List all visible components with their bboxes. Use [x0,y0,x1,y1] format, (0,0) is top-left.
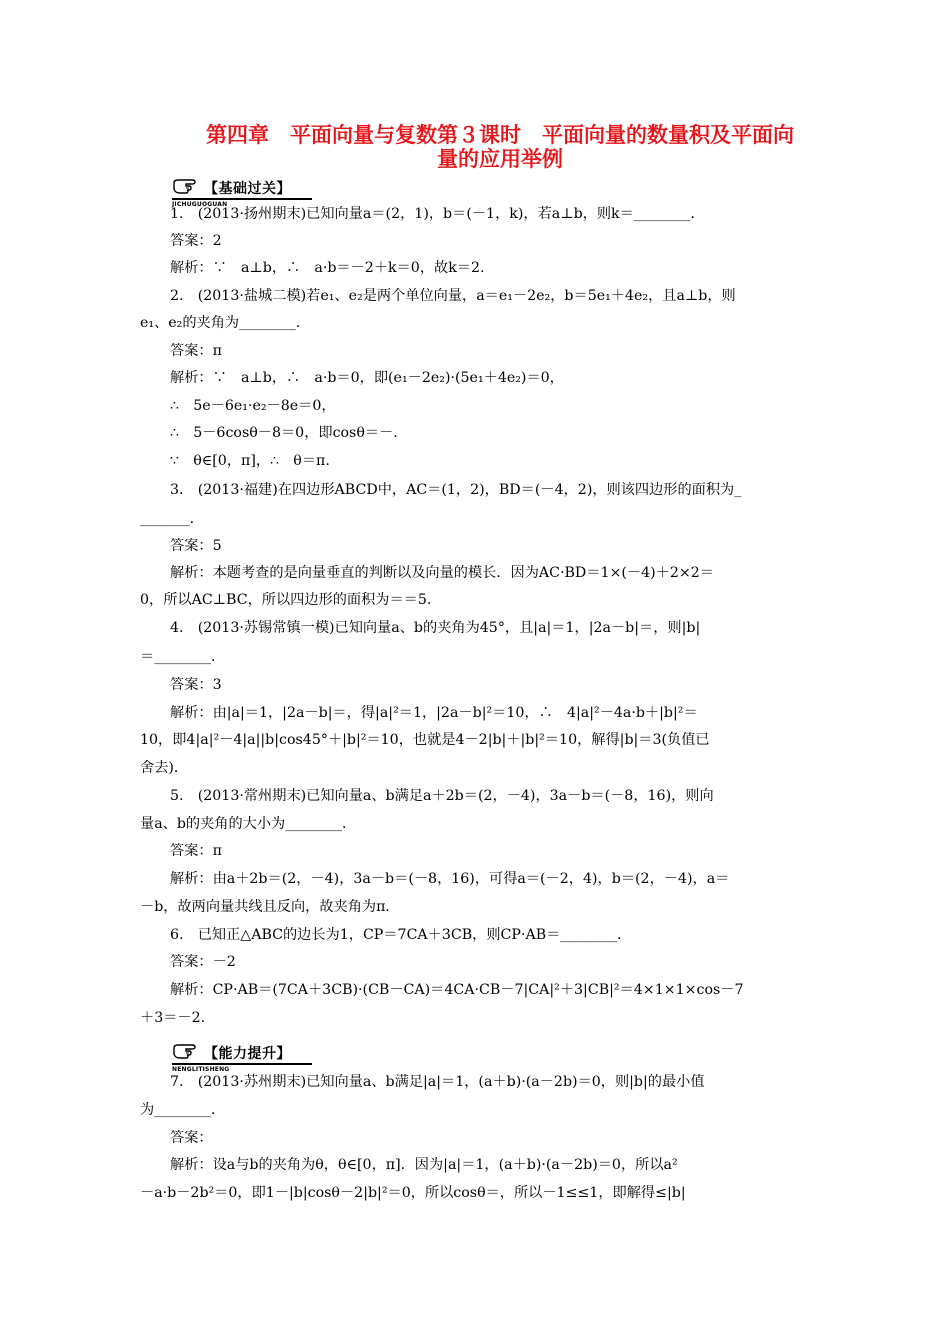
text-line: ∴ 5e－6e₁·e₂－8e＝0， [170,398,336,414]
text-line: 6. 已知正△ABC的边长为1，CP＝7CA＋3CB，则CP·AB＝________． [170,927,632,943]
text-line: 5. (2013·常州期末)已知向量a、b满足a＋2b＝(2，－4)，3a－b＝(－8，16)，则向 [170,788,714,804]
page-title [140,123,860,171]
text-line: ∵ θ∈[0，π]，∴ θ＝π. [170,453,330,469]
section-pinyin: JICHUGUOGUAN [172,201,228,208]
text-line: 舍去)． [140,760,189,776]
text-line: 解析：由|a|＝1，|2a－b|＝，得|a|²＝1，|2a－b|²＝10，∴ 4|a|²－4a·b＋|b|²＝ [170,705,698,721]
text-line: 解析：本题考查的是向量垂直的判断以及向量的模长．因为AC·BD＝1×(－4)＋2×2＝ [170,565,714,581]
text-line: ＝________． [140,649,226,665]
section-label: 【能力提升】 [204,1046,291,1062]
section-header-advanced [172,1042,332,1072]
section-pinyin: NENGLITISHENG [172,1066,230,1073]
text-line: 答案：2 [170,233,222,249]
text-line: e₁、e₂的夹角为________． [140,315,311,331]
text-line: _______. [140,511,195,527]
section-header-basic [172,177,332,207]
section-rule [172,1063,312,1065]
text-line: 解析：由a＋2b＝(2，－4)，3a－b＝(－8，16)，可得a＝(－2，4)，b＝(2，－4)，a＝ [170,871,730,887]
pointing-hand-icon [172,1042,202,1062]
section-label: 【基础过关】 [204,181,291,197]
text-line: 3. (2013·福建)在四边形ABCD中，AC＝(1，2)，BD＝(－4，2)，则该四边形的面积为_ [170,482,742,498]
text-line: 为________． [140,1102,226,1118]
page-title-line-2: 量的应用举例 [437,147,563,171]
text-line: 1. (2013·扬州期末)已知向量a＝(2，1)，b＝(－1，k)，若a⊥b，则k＝________． [170,206,705,222]
text-line: 答案：π [170,843,222,859]
section-rule [172,198,312,200]
text-line: 解析：CP·AB＝(7CA＋3CB)·(CB－CA)＝4CA·CB－7|CA|²＋3|CB|²＝4×1×1×cos－7 [170,982,744,998]
text-line: 答案：5 [170,538,222,554]
text-line: 量a、b的夹角的大小为________． [140,816,357,832]
text-line: 2. (2013·盐城二模)若e₁、e₂是两个单位向量，a＝e₁－2e₂，b＝5e₁＋4e₂，且a⊥b，则 [170,288,736,304]
text-line: －b，故两向量共线且反向，故夹角为π． [140,899,400,915]
text-line: 答案：3 [170,677,222,693]
text-line: －a·b－2b²＝0，即1－|b|cosθ－2|b|²＝0，所以cosθ＝，所以－1≤≤1，即解得≤|b| [140,1185,686,1201]
page-title-line-1: 第四章 平面向量与复数第３课时 平面向量的数量积及平面向 [206,123,794,147]
text-line: 答案：π [170,343,222,359]
pointing-hand-icon [172,177,202,197]
text-line: 7. (2013·苏州期末)已知向量a、b满足|a|＝1，(a＋b)·(a－2b)＝0，则|b|的最小值 [170,1074,705,1090]
text-line: 答案： [170,1130,213,1146]
text-line: ＋3＝－2. [140,1010,206,1026]
text-line: 答案：－2 [170,954,236,970]
text-line: 0，所以AC⊥BC，所以四边形的面积为＝＝5. [140,592,432,608]
text-line: 解析：设a与b的夹角为θ，θ∈[0，π]．因为|a|＝1，(a＋b)·(a－2b)＝0，所以a² [170,1157,678,1173]
text-line: 10，即4|a|²－4|a||b|cos45°＋|b|²＝10，也就是4－2|b|＋|b|²＝10，解得|b|＝3(负值已 [140,732,710,748]
text-line: 4. (2013·苏锡常镇一模)已知向量a、b的夹角为45°，且|a|＝1，|2a－b|＝，则|b| [170,620,701,636]
text-line: 解析：∵ a⊥b，∴ a·b＝－2＋k＝0，故k＝2. [170,260,485,276]
text-line: 解析：∵ a⊥b，∴ a·b＝0，即(e₁－2e₂)·(5e₁＋4e₂)＝0， [170,370,564,386]
text-line: ∴ 5－6cosθ－8＝0，即cosθ＝－. [170,425,398,441]
